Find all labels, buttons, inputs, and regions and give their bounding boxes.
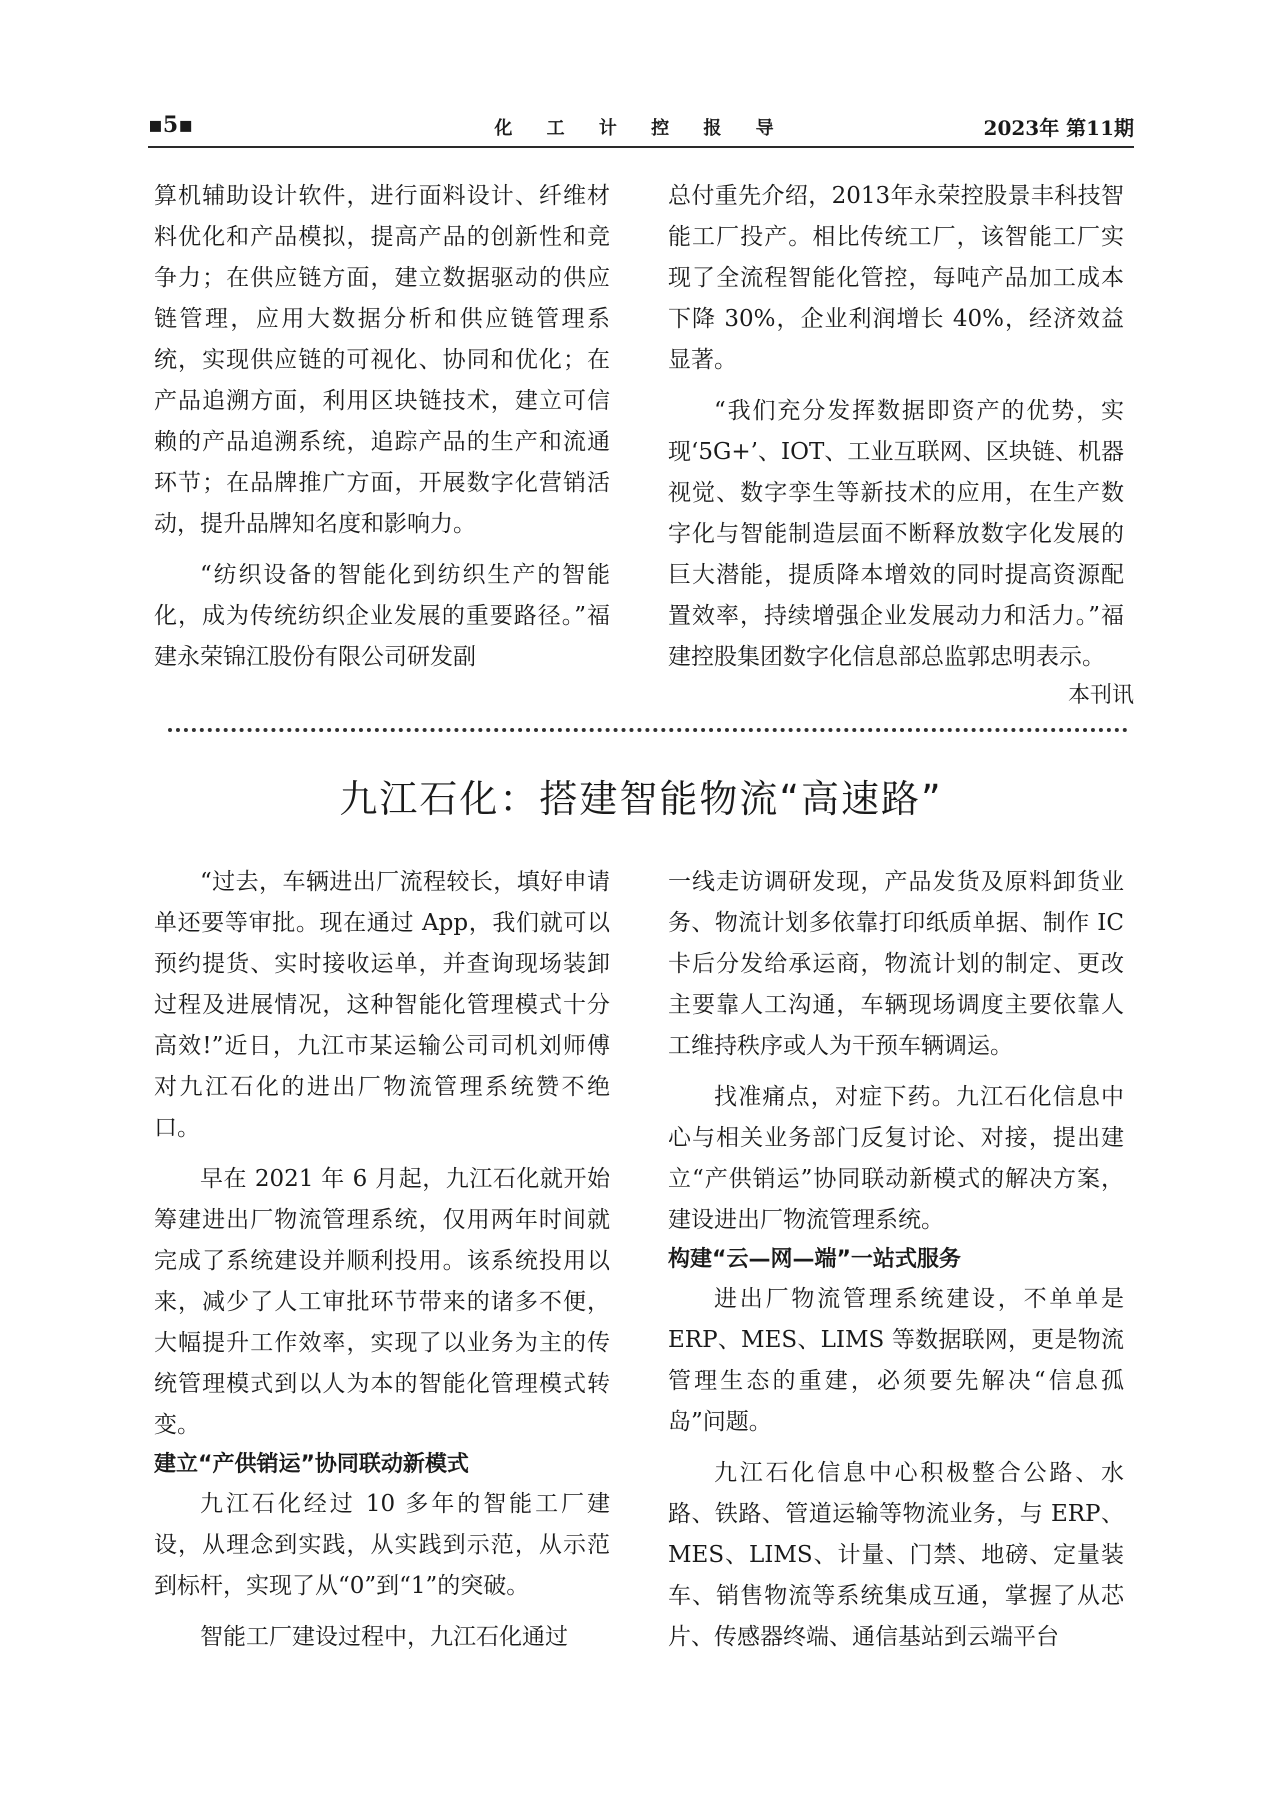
paragraph: 总付重先介绍，2013年永荣控股景丰科技智能工厂投产。相比传统工厂，该智能工厂实现了全流程智能化管控，每吨产品加工成本下降 30%，企业利润增长 40%，经济效益显著。 bbox=[668, 183, 1124, 373]
article-left-column bbox=[154, 862, 610, 1658]
top-article-right-column bbox=[668, 176, 1124, 678]
issue-label: 2023年 第11期 bbox=[983, 116, 1134, 140]
article-credit: 本刊讯 bbox=[1067, 683, 1134, 708]
paragraph: 智能工厂建设过程中，九江石化通过 bbox=[200, 1624, 568, 1650]
paragraph: “过去，车辆进出厂流程较长，填好申请单还要等审批。现在通过 App，我们就可以预约提货、实时接收运单，并查询现场装卸过程及进展情况，这种智能化管理模式十分高效!”近日，九江市某运输公司司机刘师傅对九江石化的进出厂物流管理系统赞不绝口。 bbox=[154, 869, 610, 1141]
section-divider bbox=[168, 728, 1128, 732]
paragraph: “我们充分发挥数据即资产的优势，实现‘5G+’、IOT、工业互联网、区块链、机器视觉、数字孪生等新技术的应用，在生产数字化与智能制造层面不断释放数字化发展的巨大潜能，提质降本增效的同时提高资源配置效率，持续增强企业发展动力和活力。”福建控股集团数字化信息部总监郭忠明表示。 bbox=[668, 398, 1124, 670]
journal-name: 化 工 计 控 报 导 bbox=[494, 118, 788, 139]
paragraph: 九江石化信息中心积极整合公路、水路、铁路、管道运输等物流业务，与 ERP、MES、LIMS、计量、门禁、地磅、定量装车、销售物流等系统集成互通，掌握了从芯片、传感器终端、通信基站到云端平台 bbox=[668, 1460, 1124, 1650]
paragraph: 早在 2021 年 6 月起，九江石化就开始筹建进出厂物流管理系统，仅用两年时间就完成了系统建设并顺利投用。该系统投用以来，减少了人工审批环节带来的诸多不便，大幅提升工作效率，实现了以业务为主的传统管理模式到以人为本的智能化管理模式转变。 bbox=[154, 1166, 610, 1438]
page-header bbox=[148, 106, 1134, 148]
top-article-left-column bbox=[154, 176, 610, 678]
section-subheading: 建立“产供销运”协同联动新模式 bbox=[154, 1452, 469, 1477]
article-title: 九江石化：搭建智能物流“高速路” bbox=[339, 777, 943, 821]
page-number: ▪5▪ bbox=[148, 112, 194, 138]
article-right-column bbox=[668, 862, 1124, 1658]
paragraph: 进出厂物流管理系统建设，不单单是 ERP、MES、LIMS 等数据联网，更是物流管理生态的重建，必须要先解决“信息孤岛”问题。 bbox=[668, 1286, 1124, 1435]
paragraph: 一线走访调研发现，产品发货及原料卸货业务、物流计划多依靠打印纸质单据、制作 IC 卡后分发给承运商，物流计划的制定、更改主要靠人工沟通，车辆现场调度主要依靠人工维持秩序或人为干预车辆调运。 bbox=[668, 869, 1124, 1059]
paragraph: 九江石化经过 10 多年的智能工厂建设，从理念到实践，从实践到示范，从示范到标杆，实现了从“0”到“1”的突破。 bbox=[154, 1491, 610, 1599]
paragraph: 算机辅助设计软件，进行面料设计、纤维材料优化和产品模拟，提高产品的创新性和竞争力；在供应链方面，建立数据驱动的供应链管理，应用大数据分析和供应链管理系统，实现供应链的可视化、协同和优化；在产品追溯方面，利用区块链技术，建立可信赖的产品追溯系统，追踪产品的生产和流通环节；在品牌推广方面，开展数字化营销活动，提升品牌知名度和影响力。 bbox=[154, 183, 610, 537]
paragraph: 找准痛点，对症下药。九江石化信息中心与相关业务部门反复讨论、对接，提出建立“产供销运”协同联动新模式的解决方案，建设进出厂物流管理系统。 bbox=[668, 1084, 1124, 1233]
section-subheading: 构建“云—网—端”一站式服务 bbox=[668, 1247, 961, 1272]
paragraph: “纺织设备的智能化到纺织生产的智能化，成为传统纺织企业发展的重要路径。”福建永荣锦江股份有限公司研发副 bbox=[154, 562, 610, 670]
